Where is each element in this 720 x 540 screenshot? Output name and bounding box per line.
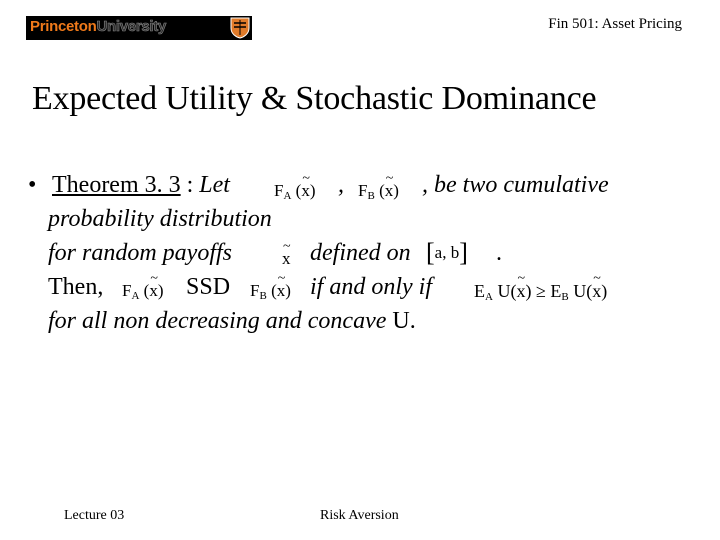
line-3 xyxy=(28,236,688,270)
iff-text: if and only if xyxy=(310,274,432,300)
then-text: Then, xyxy=(48,274,104,300)
line-1 xyxy=(28,168,688,202)
comma-separator: , xyxy=(338,172,344,198)
line5-text: for all non decreasing and concave xyxy=(48,308,387,334)
course-title: Fin 501: Asset Pricing xyxy=(548,16,682,32)
shield-crest-icon xyxy=(230,17,250,39)
formula-interval: [a, b] xyxy=(426,238,468,267)
footer-topic: Risk Aversion xyxy=(320,508,399,523)
ssd-text: SSD xyxy=(186,274,231,300)
colon: : xyxy=(180,172,200,198)
formula-expected-utility: EA U(~ x) ≥ EB U(~ x) xyxy=(474,274,607,314)
formula-FA-x-2: FA (~ x) xyxy=(122,274,164,313)
theorem-label: Theorem 3. 3 xyxy=(52,172,181,198)
line2-text: probability distribution xyxy=(48,206,272,232)
line5-tail: U. xyxy=(392,308,416,334)
logo-wordmark: PrincetonUniversity xyxy=(30,18,167,35)
line3-text-b: defined on xyxy=(310,240,411,266)
line-4 xyxy=(28,270,688,304)
theorem-bullet xyxy=(28,168,688,338)
formula-FB-x-2: FB (~ x) xyxy=(250,274,291,313)
formula-x: ~ x xyxy=(282,242,291,276)
footer-lecture: Lecture 03 xyxy=(64,508,125,523)
slide-title: Expected Utility & Stochastic Dominance xyxy=(32,80,597,117)
line-5 xyxy=(28,304,688,338)
line1-tail: , be two cumulative xyxy=(422,172,609,198)
formula-FB-x: FB (~ x) xyxy=(358,174,399,213)
university-logo xyxy=(26,16,252,40)
period: . xyxy=(496,240,502,266)
let-text: Let xyxy=(199,172,230,198)
formula-FA-x: FA (~ x) xyxy=(274,174,316,213)
line-2 xyxy=(28,202,688,236)
bullet-mark: • xyxy=(28,172,37,198)
line3-text-a: for random payoffs xyxy=(48,240,233,266)
